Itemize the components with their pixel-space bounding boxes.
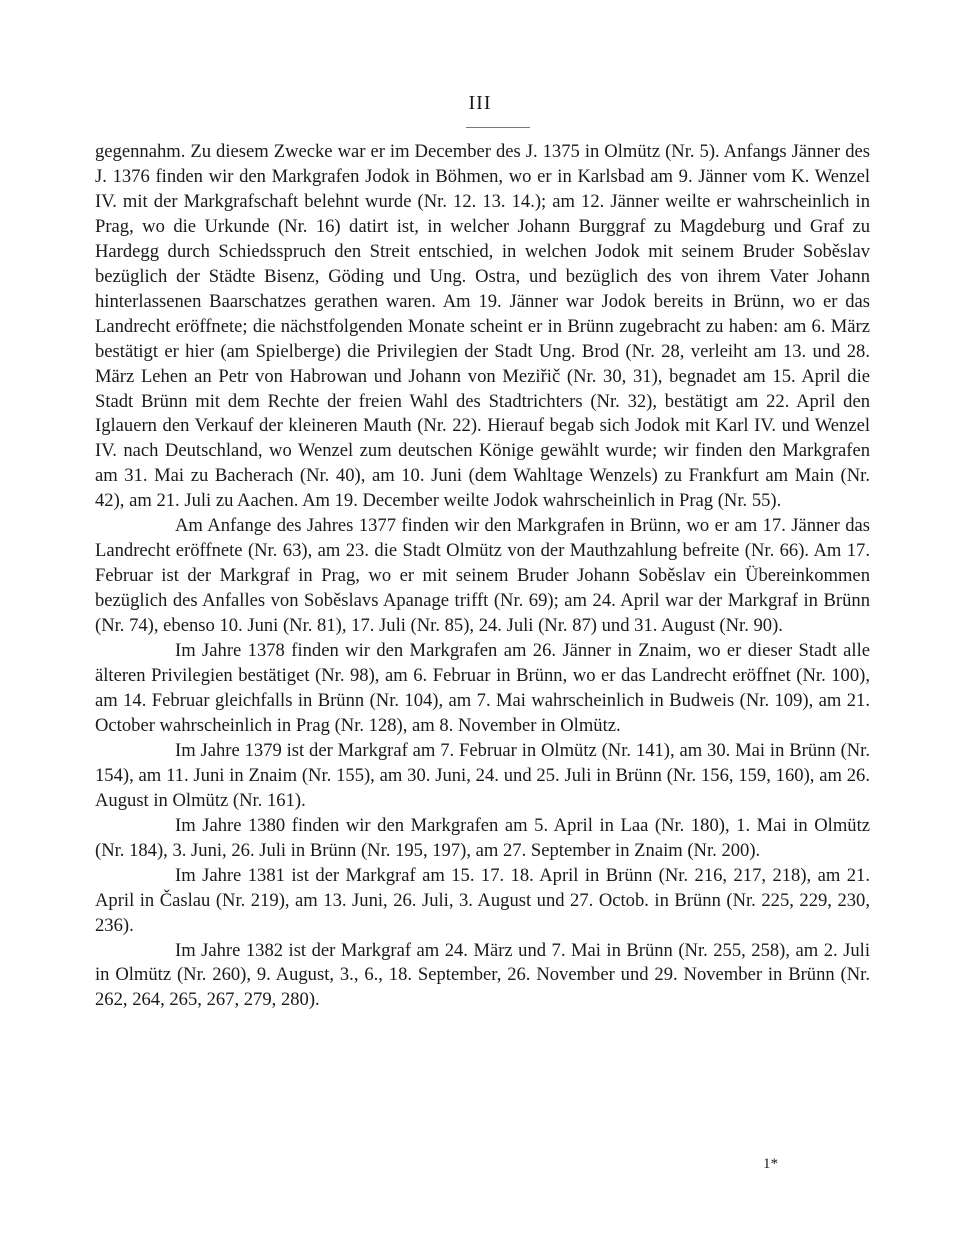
- paragraph-1377: Am Anfange des Jahres 1377 finden wir den Markgrafen in Brünn, wo er am 17. Jänner das Landrecht eröffnete (Nr. 63), am 23. die Stadt Olmütz von der Mauthzahlung befreite (Nr. 66). Am 17. Februar ist der Markgraf in Prag, wo er mit seinem Bruder Johann Soběslav ein Übereinkommen bezüglich des Anfalles von Soběslavs Apanage trifft (Nr. 69); am 24. April war der Markgraf in Brünn (Nr. 74), ebenso 10. Juni (Nr. 81), 17. Juli (Nr. 85), 24. Juli (Nr. 87) und 31. August (Nr. 90).: [95, 515, 870, 637]
- paragraph-1: gegennahm. Zu diesem Zwecke war er im December des J. 1375 in Olmütz (Nr. 5). Anfangs Jänner des J. 1376 finden wir den Markgrafen Jodok in Böhmen, wo er in Karlsbad am 9. Jänner vom K. Wenzel IV. mit der Markgrafschaft belehnt wurde (Nr. 12. 13. 14.); am 12. Jänner weilte er wahrscheinlich in Prag, wo die Urkunde (Nr. 16) datirt ist, in welcher Johann Burggraf zu Magdeburg und Graf zu Hardegg durch Schiedsspruch den Streit entschied, in welchen Jodok mit seinem Bruder Soběslav bezüglich der Städte Bisenz, Göding und Ung. Ostra, und bezüglich des von ihrem Vater Johann hinterlassenen Baarschatzes gerathen waren. Am 19. Jänner war Jodok bereits in Brünn, wo er das Landrecht eröffnete; die nächstfolgenden Monate scheint er in Brünn zugebracht zu haben: am 6. März bestätigt er hier (am Spielberge) die Privilegien der Stadt Ung. Brod (Nr. 28, verleiht am 13. und 28. März Lehen an Petr von Habrowan und Johann von Meziřič (Nr. 30, 31), begnadet am 15. April die Stadt Brünn mit dem Rechte der freien Wahl des Stadtrichters (Nr. 32), bestätigt am 22. April den Iglauern den Verkauf der kleineren Mauth (Nr. 22). Hierauf begab sich Jodok mit Karl IV. und Wenzel IV. nach Deutschland, wo Wenzel zum deutschen Könige gewählt wurde; wir finden den Markgrafen am 31. Mai zu Bacherach (Nr. 40), am 10. Juni (dem Wahltage Wenzels) zu Frankfurt am Main (Nr. 42), am 21. Juli zu Aachen. Am 19. December weilte Jodok wahrscheinlich in Prag (Nr. 55).: [95, 141, 870, 512]
- paragraph-1382: Im Jahre 1382 ist der Markgraf am 24. März und 7. Mai in Brünn (Nr. 255, 258), am 2. Juli in Olmütz (Nr. 260), 9. August, 3., 6., 18. September, 26. November und 29. November in Brünn (Nr. 262, 264, 265, 267, 279, 280).: [95, 939, 870, 1011]
- paragraph-1380: Im Jahre 1380 finden wir den Markgrafen am 5. April in Laa (Nr. 180), 1. Mai in Olmütz (Nr. 184), 3. Juni, 26. Juli in Brünn (Nr. 195, 197), am 27. September in Znaim (Nr. 200).: [95, 814, 870, 861]
- header-rule: [466, 127, 530, 128]
- page-number: III: [468, 92, 492, 114]
- paragraph-1379: Im Jahre 1379 ist der Markgraf am 7. Februar in Olmütz (Nr. 141), am 30. Mai in Brünn (Nr. 154), am 11. Juni in Znaim (Nr. 155), am 30. Juni, 24. und 25. Juli in Brünn (Nr. 156, 159, 160), am 26. August in Olmütz (Nr. 161).: [95, 739, 870, 811]
- signature-mark: 1*: [763, 1156, 778, 1172]
- body-text: [95, 140, 870, 1013]
- paragraph-1381: Im Jahre 1381 ist der Markgraf am 15. 17. 18. April in Brünn (Nr. 216, 217, 218), am 21. April in Časlau (Nr. 219), am 13. Juni, 26. Juli, 3. August und 27. Octob. in Brünn (Nr. 225, 229, 230, 236).: [95, 864, 870, 936]
- paragraph-1378: Im Jahre 1378 finden wir den Markgrafen am 26. Jänner in Znaim, wo er dieser Stadt alle älteren Privilegien bestätiget (Nr. 98), am 6. Februar in Brünn, wo er das Landrecht eröffnet (Nr. 100), am 14. Februar gleichfalls in Brünn (Nr. 104), am 7. Mai wahrscheinlich in Budweis (Nr. 109), am 21. October wahrscheinlich in Prag (Nr. 128), am 8. November in Olmütz.: [95, 640, 870, 736]
